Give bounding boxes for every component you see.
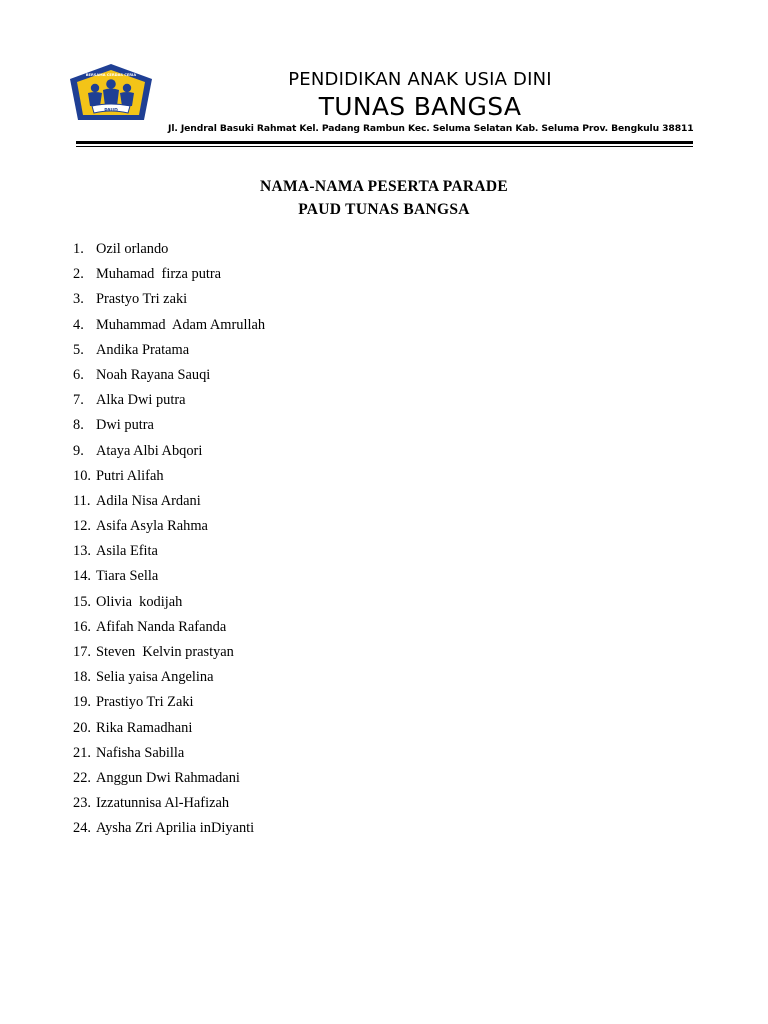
participant-item xyxy=(73,618,265,643)
org-address: Jl. Jendral Basuki Rahmat Kel. Padang Rambun Kec. Seluma Selatan Kab. Seluma Prov. Bengkulu 38811 xyxy=(168,123,694,134)
participant-item xyxy=(73,316,265,341)
participant-name: Olivia kodijah xyxy=(96,593,183,610)
participant-number: 3. xyxy=(73,291,84,308)
participant-name: Noah Rayana Sauqi xyxy=(96,366,211,383)
participant-number: 4. xyxy=(73,316,84,333)
letterhead xyxy=(0,0,768,160)
participant-name: Ataya Albi Abqori xyxy=(96,442,203,459)
participant-item xyxy=(73,265,265,290)
participant-item xyxy=(73,341,265,366)
org-name-heading: TUNAS BANGSA xyxy=(318,92,522,121)
participant-item xyxy=(73,366,265,391)
participant-number: 14. xyxy=(73,568,91,585)
participant-item xyxy=(73,769,265,794)
participant-item xyxy=(73,391,265,416)
participant-number: 6. xyxy=(73,366,84,383)
participant-name: Asila Efita xyxy=(96,543,158,560)
svg-text:PAUD: PAUD xyxy=(104,108,118,114)
participant-name: Asifa Asyla Rahma xyxy=(96,518,208,535)
participant-item xyxy=(73,819,265,844)
participant-name: Prastiyo Tri Zaki xyxy=(96,694,194,711)
letterhead-rule-thin xyxy=(76,146,693,147)
svg-text:BERSAMA CERDAS CERIA: BERSAMA CERDAS CERIA xyxy=(85,73,137,77)
participant-item xyxy=(73,442,265,467)
participant-item xyxy=(73,542,265,567)
participant-item xyxy=(73,492,265,517)
participant-name: Steven Kelvin prastyan xyxy=(96,644,234,660)
participant-number: 20. xyxy=(73,719,91,736)
participant-number: 15. xyxy=(73,593,91,610)
participant-number: 16. xyxy=(73,618,91,635)
participant-name: Muhamad firza putra xyxy=(96,266,222,283)
document-subtitle: PAUD TUNAS BANGSA xyxy=(298,201,470,218)
participant-number: 2. xyxy=(73,266,84,283)
participant-name: Ozil orlando xyxy=(96,241,169,257)
participant-number: 12. xyxy=(73,518,91,535)
participant-name: Izzatunnisa Al-Hafizah xyxy=(96,795,230,812)
participant-item xyxy=(73,290,265,315)
participant-item xyxy=(73,416,265,441)
participant-number: 8. xyxy=(73,417,84,434)
document-title: NAMA-NAMA PESERTA PARADE xyxy=(259,178,509,195)
participant-name: Muhammad Adam Amrullah xyxy=(96,316,266,333)
participant-number: 11. xyxy=(73,492,91,509)
participant-number: 9. xyxy=(73,442,84,459)
participant-number: 18. xyxy=(73,669,91,686)
participant-number: 13. xyxy=(73,543,91,560)
participant-name: Afifah Nanda Rafanda xyxy=(96,618,227,635)
participant-name: Prastyo Tri zaki xyxy=(96,291,188,308)
participant-number: 23. xyxy=(73,795,91,812)
paud-emblem-icon xyxy=(68,62,154,128)
participant-number: 22. xyxy=(73,769,91,786)
participant-item xyxy=(73,744,265,769)
participant-item xyxy=(73,794,265,819)
participant-name: Dwi putra xyxy=(96,417,154,434)
participant-item xyxy=(73,517,265,542)
participant-number: 5. xyxy=(73,341,84,358)
participant-name: Rika Ramadhani xyxy=(96,719,193,736)
letterhead-rule-thick xyxy=(76,141,693,144)
participant-name: Selia yaisa Angelina xyxy=(96,669,214,686)
participant-item xyxy=(73,643,265,668)
participant-number: 7. xyxy=(73,392,84,409)
participant-item xyxy=(73,567,265,592)
participant-name: Aysha Zri Aprilia inDiyanti xyxy=(96,820,255,837)
participant-name: Andika Pratama xyxy=(96,341,190,358)
participant-number: 17. xyxy=(73,644,91,660)
participant-number: 10. xyxy=(73,467,91,484)
participant-number: 21. xyxy=(73,744,91,761)
participant-item xyxy=(73,467,265,492)
participant-item xyxy=(73,719,265,744)
participant-item xyxy=(73,593,265,618)
participant-name: Adila Nisa Ardani xyxy=(96,492,201,509)
participant-item xyxy=(73,240,265,265)
participant-name: Anggun Dwi Rahmadani xyxy=(96,769,240,786)
participant-name: Tiara Sella xyxy=(96,568,159,585)
participant-item xyxy=(73,668,265,693)
participant-number: 1. xyxy=(73,241,84,257)
participant-number: 24. xyxy=(73,820,91,837)
participant-number: 19. xyxy=(73,694,91,711)
participant-name: Nafisha Sabilla xyxy=(96,744,185,761)
participant-item xyxy=(73,693,265,718)
participant-list xyxy=(73,240,265,845)
participant-name: Putri Alifah xyxy=(96,467,164,484)
participant-name: Alka Dwi putra xyxy=(96,392,186,409)
org-type-heading: PENDIDIKAN ANAK USIA DINI xyxy=(288,69,552,90)
